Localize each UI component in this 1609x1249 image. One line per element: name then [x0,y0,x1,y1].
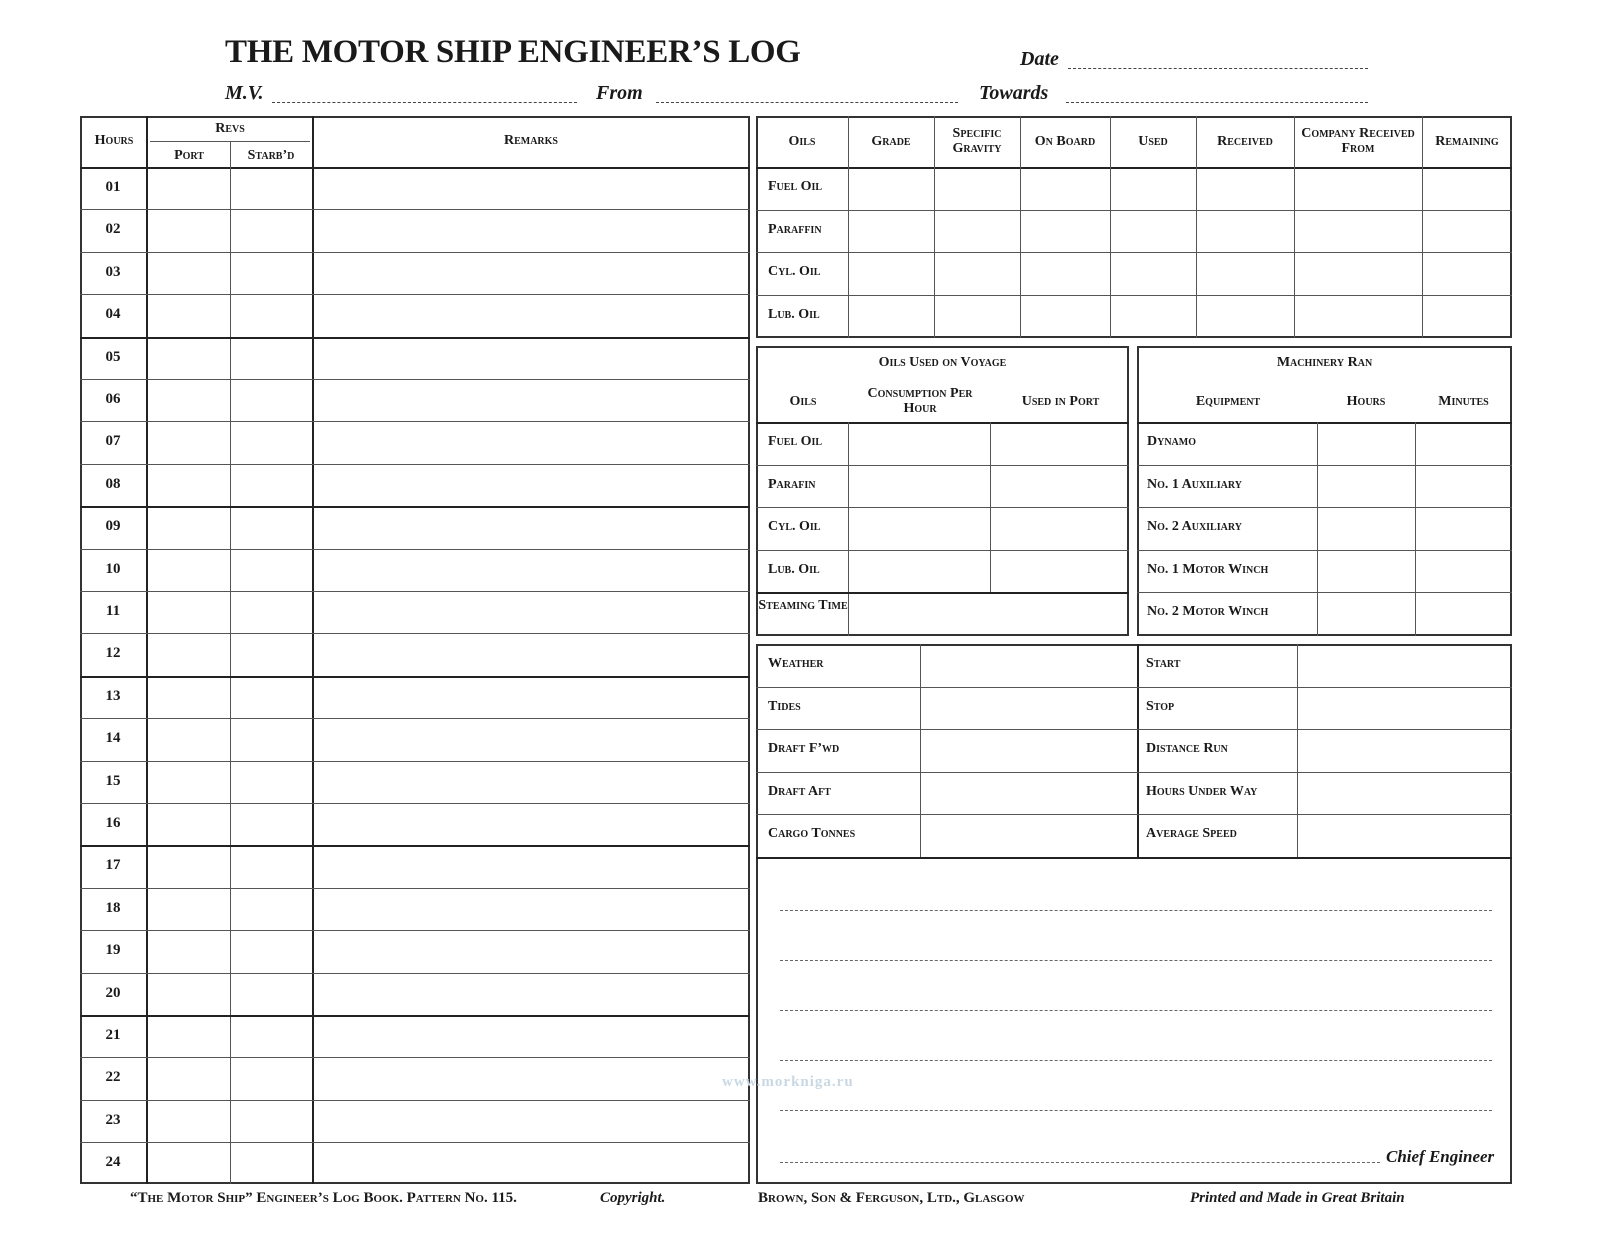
oil-row-label: Cyl. Oil [768,264,821,279]
machinery-row-label: No. 2 Auxiliary [1147,519,1242,534]
starbd-revs-cell[interactable] [232,466,310,504]
voyage-stat-value-cell[interactable] [1299,816,1510,854]
condition-value-cell[interactable] [922,689,1135,727]
remarks-cell[interactable] [314,551,748,589]
row-rule [80,209,750,210]
remarks-cell[interactable] [314,1102,748,1140]
row-rule [80,252,750,253]
starbd-revs-cell[interactable] [232,1017,310,1055]
machinery-minutes-cell[interactable] [1417,594,1510,632]
row-rule [1137,592,1512,593]
oil-entry-cell[interactable] [936,254,1018,292]
machinery-col-hours: Hours [1346,394,1386,409]
port-revs-cell[interactable] [148,635,228,673]
row-rule [80,718,750,719]
condition-label: Draft Aft [768,784,831,799]
col-revs-header: Revs [215,121,245,136]
hour-label: 09 [105,518,121,534]
row-rule [80,803,750,804]
condition-value-cell[interactable] [922,731,1135,769]
voyage-col-port: Used in Port [1021,394,1100,409]
row-rule [80,930,750,931]
col-rule [1196,116,1197,338]
hour-label: 11 [105,603,121,619]
port-revs-cell[interactable] [148,1144,228,1182]
towards-field[interactable] [1066,102,1368,103]
starbd-revs-cell[interactable] [232,508,310,546]
row-rule [80,464,750,465]
remarks-cell[interactable] [314,1144,748,1182]
machinery-row-label: No. 1 Auxiliary [1147,477,1242,492]
row-rule [80,421,750,422]
from-field[interactable] [656,102,958,103]
starbd-revs-cell[interactable] [232,975,310,1013]
hour-label: 23 [105,1112,121,1128]
row-rule [80,1057,750,1058]
port-revs-cell[interactable] [148,805,228,843]
oil-row-label: Paraffin [768,222,822,237]
hour-label: 05 [105,349,121,365]
col-rule [1110,116,1111,338]
oils-voyage-title: Oils Used on Voyage [878,355,1007,370]
remarks-cell[interactable] [314,678,748,716]
voyage-row-label: Steaming Time [758,598,848,613]
row-rule [756,252,1512,253]
mv-field[interactable] [272,102,577,103]
col-rule [920,644,921,857]
hour-label: 12 [105,645,121,661]
col-port-header: Port [174,148,204,163]
machinery-col-equipment: Equipment [1195,394,1261,409]
machinery-minutes-cell[interactable] [1417,467,1510,505]
note-line[interactable] [780,1060,1492,1061]
starbd-revs-cell[interactable] [232,763,310,801]
oil-entry-cell[interactable] [936,297,1018,335]
oil-entry-cell[interactable] [1112,297,1194,335]
condition-label: Draft F’wd [768,741,840,756]
voyage-col-consumption: Consumption Per Hour [867,386,973,416]
watermark: www.morkniga.ru [722,1074,854,1090]
hour-label: 19 [105,942,121,958]
starbd-revs-cell[interactable] [232,381,310,419]
machinery-row-label: No. 1 Motor Winch [1147,562,1269,577]
row-rule [80,633,750,634]
col-rule [848,422,849,636]
row-rule [756,772,1512,773]
row-rule [756,550,1129,551]
row-rule [80,591,750,592]
starbd-revs-cell[interactable] [232,169,310,207]
remarks-cell[interactable] [314,720,748,758]
col-starbd-header: Starb’d [247,148,295,163]
machinery-minutes-cell[interactable] [1417,509,1510,547]
oil-entry-cell[interactable] [1112,212,1194,250]
machinery-minutes-cell[interactable] [1417,424,1510,462]
machinery-row-label: No. 2 Motor Winch [1147,604,1269,619]
used-in-port-cell[interactable] [992,509,1127,547]
oil-entry-cell[interactable] [1296,169,1420,207]
oils-col-header: Used [1138,134,1168,149]
oil-entry-cell[interactable] [936,169,1018,207]
port-revs-cell[interactable] [148,423,228,461]
date-field[interactable] [1068,68,1368,69]
port-revs-cell[interactable] [148,169,228,207]
port-revs-cell[interactable] [148,381,228,419]
port-revs-cell[interactable] [148,211,228,249]
port-revs-cell[interactable] [148,1102,228,1140]
row-rule [1137,507,1512,508]
remarks-cell[interactable] [314,1059,748,1097]
hour-label: 02 [105,221,121,237]
hour-label: 01 [105,179,121,195]
starbd-revs-cell[interactable] [232,720,310,758]
col-remarks-header: Remarks [503,133,558,148]
machinery-hours-cell[interactable] [1319,509,1413,547]
note-line[interactable] [780,1010,1492,1011]
col-rule [1137,644,1139,857]
condition-value-cell[interactable] [922,816,1135,854]
port-revs-cell[interactable] [148,593,228,631]
consumption-cell[interactable] [850,424,988,462]
hour-label: 10 [105,561,121,577]
starbd-revs-cell[interactable] [232,847,310,885]
row-rule [80,1100,750,1101]
hour-label: 22 [105,1069,121,1085]
starbd-revs-cell[interactable] [232,339,310,377]
steaming-time-cell[interactable] [850,594,1127,632]
machinery-hours-cell[interactable] [1319,467,1413,505]
used-in-port-cell[interactable] [992,552,1127,590]
row-rule [80,761,750,762]
hour-label: 24 [105,1154,121,1170]
remarks-cell[interactable] [314,211,748,249]
starbd-revs-cell[interactable] [232,890,310,928]
row-rule [756,729,1512,730]
oil-entry-cell[interactable] [1198,254,1292,292]
used-in-port-cell[interactable] [992,467,1127,505]
hour-label: 21 [105,1027,121,1043]
row-rule [756,507,1129,508]
oil-entry-cell[interactable] [1112,254,1194,292]
col-rule [1422,116,1423,338]
hour-label: 20 [105,985,121,1001]
machinery-row-label: Dynamo [1147,434,1196,449]
condition-label: Tides [768,699,801,714]
consumption-cell[interactable] [850,467,988,505]
starbd-revs-cell[interactable] [232,932,310,970]
col-rule [1415,422,1416,636]
oils-col-header: Company Received From [1301,126,1415,156]
port-revs-cell[interactable] [148,890,228,928]
row-rule [1137,465,1512,466]
note-line[interactable] [780,960,1492,961]
hour-label: 03 [105,264,121,280]
oils-col-header: Received [1217,134,1273,149]
port-revs-cell[interactable] [148,763,228,801]
port-revs-cell[interactable] [148,339,228,377]
starbd-revs-cell[interactable] [232,254,310,292]
oil-entry-cell[interactable] [1424,254,1510,292]
port-revs-cell[interactable] [148,296,228,334]
consumption-cell[interactable] [850,552,988,590]
oil-entry-cell[interactable] [1022,297,1108,335]
hour-label: 15 [105,773,121,789]
oil-entry-cell[interactable] [1424,297,1510,335]
port-revs-cell[interactable] [148,720,228,758]
oil-entry-cell[interactable] [850,212,932,250]
voyage-stat-value-cell[interactable] [1299,646,1510,684]
machinery-col-minutes: Minutes [1438,394,1489,409]
remarks-cell[interactable] [314,805,748,843]
starbd-revs-cell[interactable] [232,551,310,589]
hour-label: 13 [105,688,121,704]
oil-entry-cell[interactable] [1112,169,1194,207]
remarks-cell[interactable] [314,932,748,970]
log-title: THE MOTOR SHIP ENGINEER’S LOG [225,34,801,70]
row-rule [80,549,750,550]
condition-value-cell[interactable] [922,774,1135,812]
row-rule [756,295,1512,296]
remarks-cell[interactable] [314,381,748,419]
starbd-revs-cell[interactable] [232,593,310,631]
signature-line[interactable] [780,1162,1380,1163]
voyage-stat-value-cell[interactable] [1299,774,1510,812]
remarks-cell[interactable] [314,339,748,377]
oil-entry-cell[interactable] [850,297,932,335]
oil-entry-cell[interactable] [1424,212,1510,250]
row-rule [756,210,1512,211]
row-rule [80,888,750,889]
oils-col-header: Oils [788,134,816,149]
mv-label: M.V. [225,82,264,104]
remarks-cell[interactable] [314,635,748,673]
oil-entry-cell[interactable] [1022,212,1108,250]
starbd-revs-cell[interactable] [232,296,310,334]
footer-copyright: Copyright. [600,1190,666,1206]
port-revs-cell[interactable] [148,678,228,716]
starbd-revs-cell[interactable] [232,1144,310,1182]
revs-rule [150,141,310,142]
note-line[interactable] [780,910,1492,911]
row-rule [80,379,750,380]
starbd-revs-cell[interactable] [232,423,310,461]
port-revs-cell[interactable] [148,254,228,292]
row-rule [1137,550,1512,551]
col-rule [1297,644,1298,857]
col-hours-header: Hours [94,133,134,148]
hour-label: 17 [105,857,121,873]
row-rule [80,1142,750,1143]
voyage-stat-value-cell[interactable] [1299,731,1510,769]
chief-engineer-label: Chief Engineer [1386,1147,1495,1166]
row-rule [80,973,750,974]
machinery-hours-cell[interactable] [1319,552,1413,590]
hour-label: 07 [105,433,121,449]
hour-label: 06 [105,391,121,407]
col-rule [230,141,231,1184]
remarks-cell[interactable] [314,296,748,334]
starbd-revs-cell[interactable] [232,1102,310,1140]
remarks-cell[interactable] [314,975,748,1013]
port-revs-cell[interactable] [148,1059,228,1097]
condition-label: Weather [768,656,824,671]
oils-col-header: Grade [871,134,911,149]
oil-entry-cell[interactable] [1022,254,1108,292]
voyage-stat-label: Stop [1146,699,1175,714]
hour-label: 16 [105,815,121,831]
starbd-revs-cell[interactable] [232,211,310,249]
voyage-stat-value-cell[interactable] [1299,689,1510,727]
oil-entry-cell[interactable] [1198,297,1292,335]
oil-entry-cell[interactable] [1296,297,1420,335]
port-revs-cell[interactable] [148,847,228,885]
port-revs-cell[interactable] [148,932,228,970]
oil-row-label: Lub. Oil [768,307,820,322]
row-rule [756,465,1129,466]
starbd-revs-cell[interactable] [232,805,310,843]
starbd-revs-cell[interactable] [232,1059,310,1097]
voyage-stat-label: Hours Under Way [1146,784,1258,799]
hour-label: 08 [105,476,121,492]
port-revs-cell[interactable] [148,975,228,1013]
remarks-cell[interactable] [314,466,748,504]
oil-entry-cell[interactable] [936,212,1018,250]
footer-printed: Printed and Made in Great Britain [1190,1190,1405,1206]
footer-pattern: “The Motor Ship” Engineer’s Log Book. Pattern No. 115. [130,1190,517,1206]
remarks-cell[interactable] [314,890,748,928]
footer-publisher: Brown, Son & Ferguson, Ltd., Glasgow [758,1190,1025,1206]
oil-entry-cell[interactable] [1296,212,1420,250]
remarks-cell[interactable] [314,169,748,207]
note-line[interactable] [780,1110,1492,1111]
voyage-row-label: Fuel Oil [768,434,823,449]
oil-entry-cell[interactable] [850,254,932,292]
voyage-row-label: Cyl. Oil [768,519,821,534]
from-label: From [596,82,643,104]
date-label: Date [1020,48,1059,70]
oil-entry-cell[interactable] [1022,169,1108,207]
remarks-cell[interactable] [314,1017,748,1055]
voyage-stat-label: Start [1146,656,1181,671]
oil-entry-cell[interactable] [1296,254,1420,292]
consumption-cell[interactable] [850,509,988,547]
machinery-hours-cell[interactable] [1319,594,1413,632]
oil-entry-cell[interactable] [1198,169,1292,207]
col-rule [1020,116,1021,338]
hour-label: 04 [105,306,121,322]
machinery-minutes-cell[interactable] [1417,552,1510,590]
remarks-cell[interactable] [314,593,748,631]
row-rule [756,814,1512,815]
starbd-revs-cell[interactable] [232,635,310,673]
machinery-title: Machinery Ran [1276,355,1373,370]
remarks-cell[interactable] [314,254,748,292]
oil-entry-cell[interactable] [1424,169,1510,207]
oils-col-header: Remaining [1435,134,1499,149]
oils-col-header: Specific Gravity [952,126,1002,156]
voyage-row-label: Lub. Oil [768,562,820,577]
remarks-cell[interactable] [314,508,748,546]
voyage-row-label: Parafin [768,477,816,492]
towards-label: Towards [979,82,1049,104]
voyage-stat-label: Average Speed [1146,826,1237,841]
voyage-col-oils: Oils [789,394,817,409]
starbd-revs-cell[interactable] [232,678,310,716]
condition-label: Cargo Tonnes [768,826,856,841]
row-rule [80,294,750,295]
oil-entry-cell[interactable] [1198,212,1292,250]
section-rule [756,857,1512,859]
col-rule [1317,422,1318,636]
condition-value-cell[interactable] [922,646,1135,684]
remarks-cell[interactable] [314,847,748,885]
hour-label: 18 [105,900,121,916]
oil-row-label: Fuel Oil [768,179,823,194]
used-in-port-cell[interactable] [992,424,1127,462]
oils-col-header: On Board [1034,134,1096,149]
port-revs-cell[interactable] [148,1017,228,1055]
oil-entry-cell[interactable] [850,169,932,207]
port-revs-cell[interactable] [148,466,228,504]
remarks-cell[interactable] [314,763,748,801]
voyage-stat-label: Distance Run [1146,741,1228,756]
remarks-cell[interactable] [314,423,748,461]
hour-label: 14 [105,730,121,746]
port-revs-cell[interactable] [148,551,228,589]
port-revs-cell[interactable] [148,508,228,546]
col-rule [848,116,849,338]
row-rule [756,687,1512,688]
machinery-hours-cell[interactable] [1319,424,1413,462]
